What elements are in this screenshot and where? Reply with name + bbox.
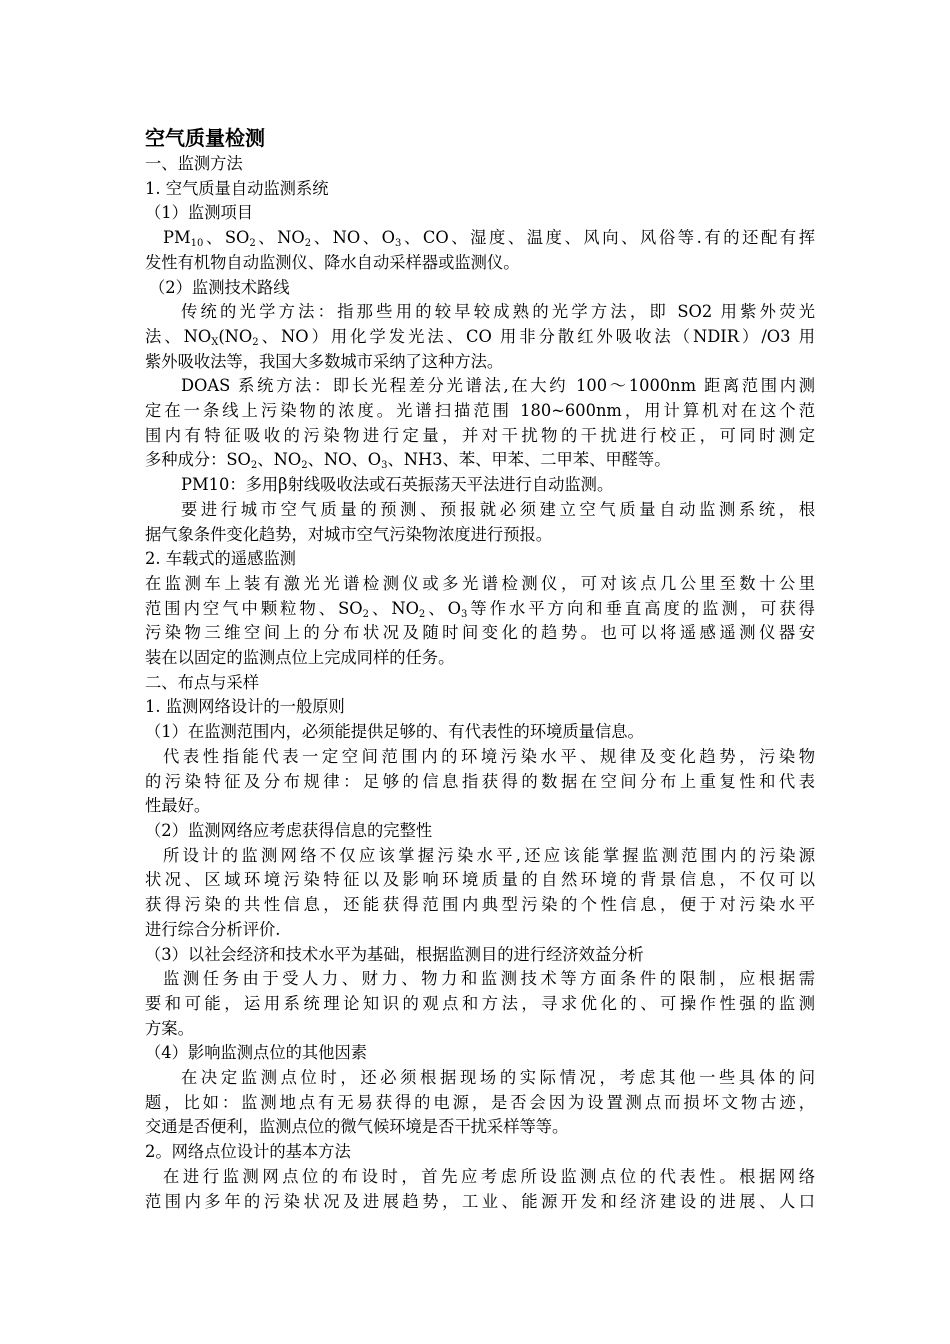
subsection-heading: 1. 监测网络设计的一般原则	[145, 697, 345, 717]
paragraph-line: 交通是否便利，监测点位的微气候环境是否干扰采样等等。	[145, 1117, 569, 1137]
paragraph-line: 获得污染的共性信息，还能获得范围内典型污染的个性信息，便于对污染水平	[145, 895, 815, 915]
item-heading: （1）监测项目	[145, 203, 254, 223]
paragraph-line: 在决定监测点位时，还必须根据现场的实际情况，考虑其他一些具体的问	[181, 1068, 815, 1088]
section-heading-2: 二、布点与采样	[145, 672, 259, 692]
paragraph-line: 传统的光学方法：指那些用的较早较成熟的光学方法，即 SO2 用紫外荧光	[181, 302, 815, 322]
paragraph-line: 状况、区域环境污染特征以及影响环境质量的自然环境的背景信息，不仅可以	[145, 870, 815, 890]
subsection-heading: 1. 空气质量自动监测系统	[145, 178, 329, 198]
paragraph-line: 的污染特征及分布规律：足够的信息指获得的数据在空间分布上重复性和代表	[145, 771, 815, 791]
paragraph-line: 发性有机物自动监测仪、降水自动采样器或监测仪。	[145, 252, 520, 272]
paragraph-line: 在监测车上装有激光光谱检测仪或多光谱检测仪，可对该点几公里至数十公里	[145, 573, 815, 593]
paragraph-line: 要进行城市空气质量的预测、预报就必须建立空气质量自动监测系统，根	[181, 499, 815, 519]
paragraph-line: 范围内多年的污染状况及进展趋势，工业、能源开发和经济建设的进展、人口	[145, 1191, 815, 1211]
paragraph-line: 题，比如：监测地点有无易获得的电源，是否会因为设置测点而损坏文物古迹，	[145, 1092, 815, 1112]
paragraph-line: 装在以固定的监测点位上完成同样的任务。	[145, 648, 455, 668]
paragraph-line: 紫外吸收法等，我国大多数城市采纳了这种方法。	[145, 351, 504, 371]
subsection-heading: 2。网络点位设计的基本方法	[145, 1142, 351, 1162]
paragraph-line: 据气象条件变化趋势，对城市空气污染物浓度进行预报。	[145, 524, 553, 544]
paragraph-line: 法、$NO_X(NO_2$、NO）用化学发光法、CO 用非分散红外吸收法（NDIR）/O3 用	[145, 326, 815, 348]
paragraph-line: 污染物三维空间上的分布状况及随时间变化的趋势。也可以将遥感遥测仪器安	[145, 623, 815, 643]
document-page	[145, 120, 815, 1214]
paragraph-line: 所设计的监测网络不仅应该掌握污染水平,还应该能掌握监测范围内的污染源	[163, 845, 815, 865]
item-heading: （1）在监测范围内，必须能提供足够的、有代表性的环境质量信息。	[145, 722, 644, 742]
paragraph-line: 围内有特征吸收的污染物进行定量，并对干扰物的干扰进行校正，可同时测定	[145, 425, 815, 445]
item-heading: （4）影响监测点位的其他因素	[145, 1043, 368, 1063]
document-title: 空气质量检测	[145, 126, 265, 150]
item-heading: （3）以社会经济和技术水平为基础，根据监测目的进行经济效益分析	[145, 944, 644, 964]
paragraph-line: 代表性指能代表一定空间范围内的环境污染水平、规律及变化趋势，污染物	[163, 746, 815, 766]
paragraph-line: 性最好。	[145, 796, 211, 816]
paragraph-line: 多种成分：$SO_2$、$NO_2$、NO、$O_3$、NH3、苯、甲苯、二甲苯、甲醛等。	[145, 450, 671, 472]
paragraph-line: 要和可能，运用系统理论知识的观点和方法，寻求优化的、可操作性强的监测	[145, 993, 815, 1013]
paragraph-line: 范围内空气中颗粒物、$SO_2$、$NO_2$、$O_3$等作水平方向和垂直高度的监测，可获得	[145, 598, 815, 620]
paragraph-line: 方案。	[145, 1018, 194, 1038]
subsection-heading: 2. 车载式的遥感监测	[145, 549, 296, 569]
section-heading-1: 一、监测方法	[145, 154, 243, 173]
paragraph-line: 监测任务由于受人力、财力、物力和监测技术等方面条件的限制，应根据需	[163, 969, 815, 989]
paragraph-line: 进行综合分析评价.	[145, 919, 281, 939]
paragraph-line: DOAS 系统方法：即长光程差分光谱法,在大约 100～1000nm 距离范围内测	[181, 376, 815, 396]
paragraph-line: 在进行监测网点位的布设时，首先应考虑所设监测点位的代表性。根据网络	[163, 1166, 815, 1186]
paragraph-line: PM10：多用β射线吸收法或石英振荡天平法进行自动监测。	[181, 475, 614, 495]
item-heading: （2）监测技术路线	[149, 277, 290, 297]
paragraph-line: $PM_{10}$、$SO_2$、$NO_2$、NO、$O_3$、CO、湿度、温度、风向、风俗等.有的还配有挥	[163, 228, 815, 250]
paragraph-line: 定在一条线上污染物的浓度。光谱扫描范围 180~600nm，用计算机对在这个范	[145, 401, 815, 421]
item-heading: （2）监测网络应考虑获得信息的完整性	[145, 820, 433, 840]
